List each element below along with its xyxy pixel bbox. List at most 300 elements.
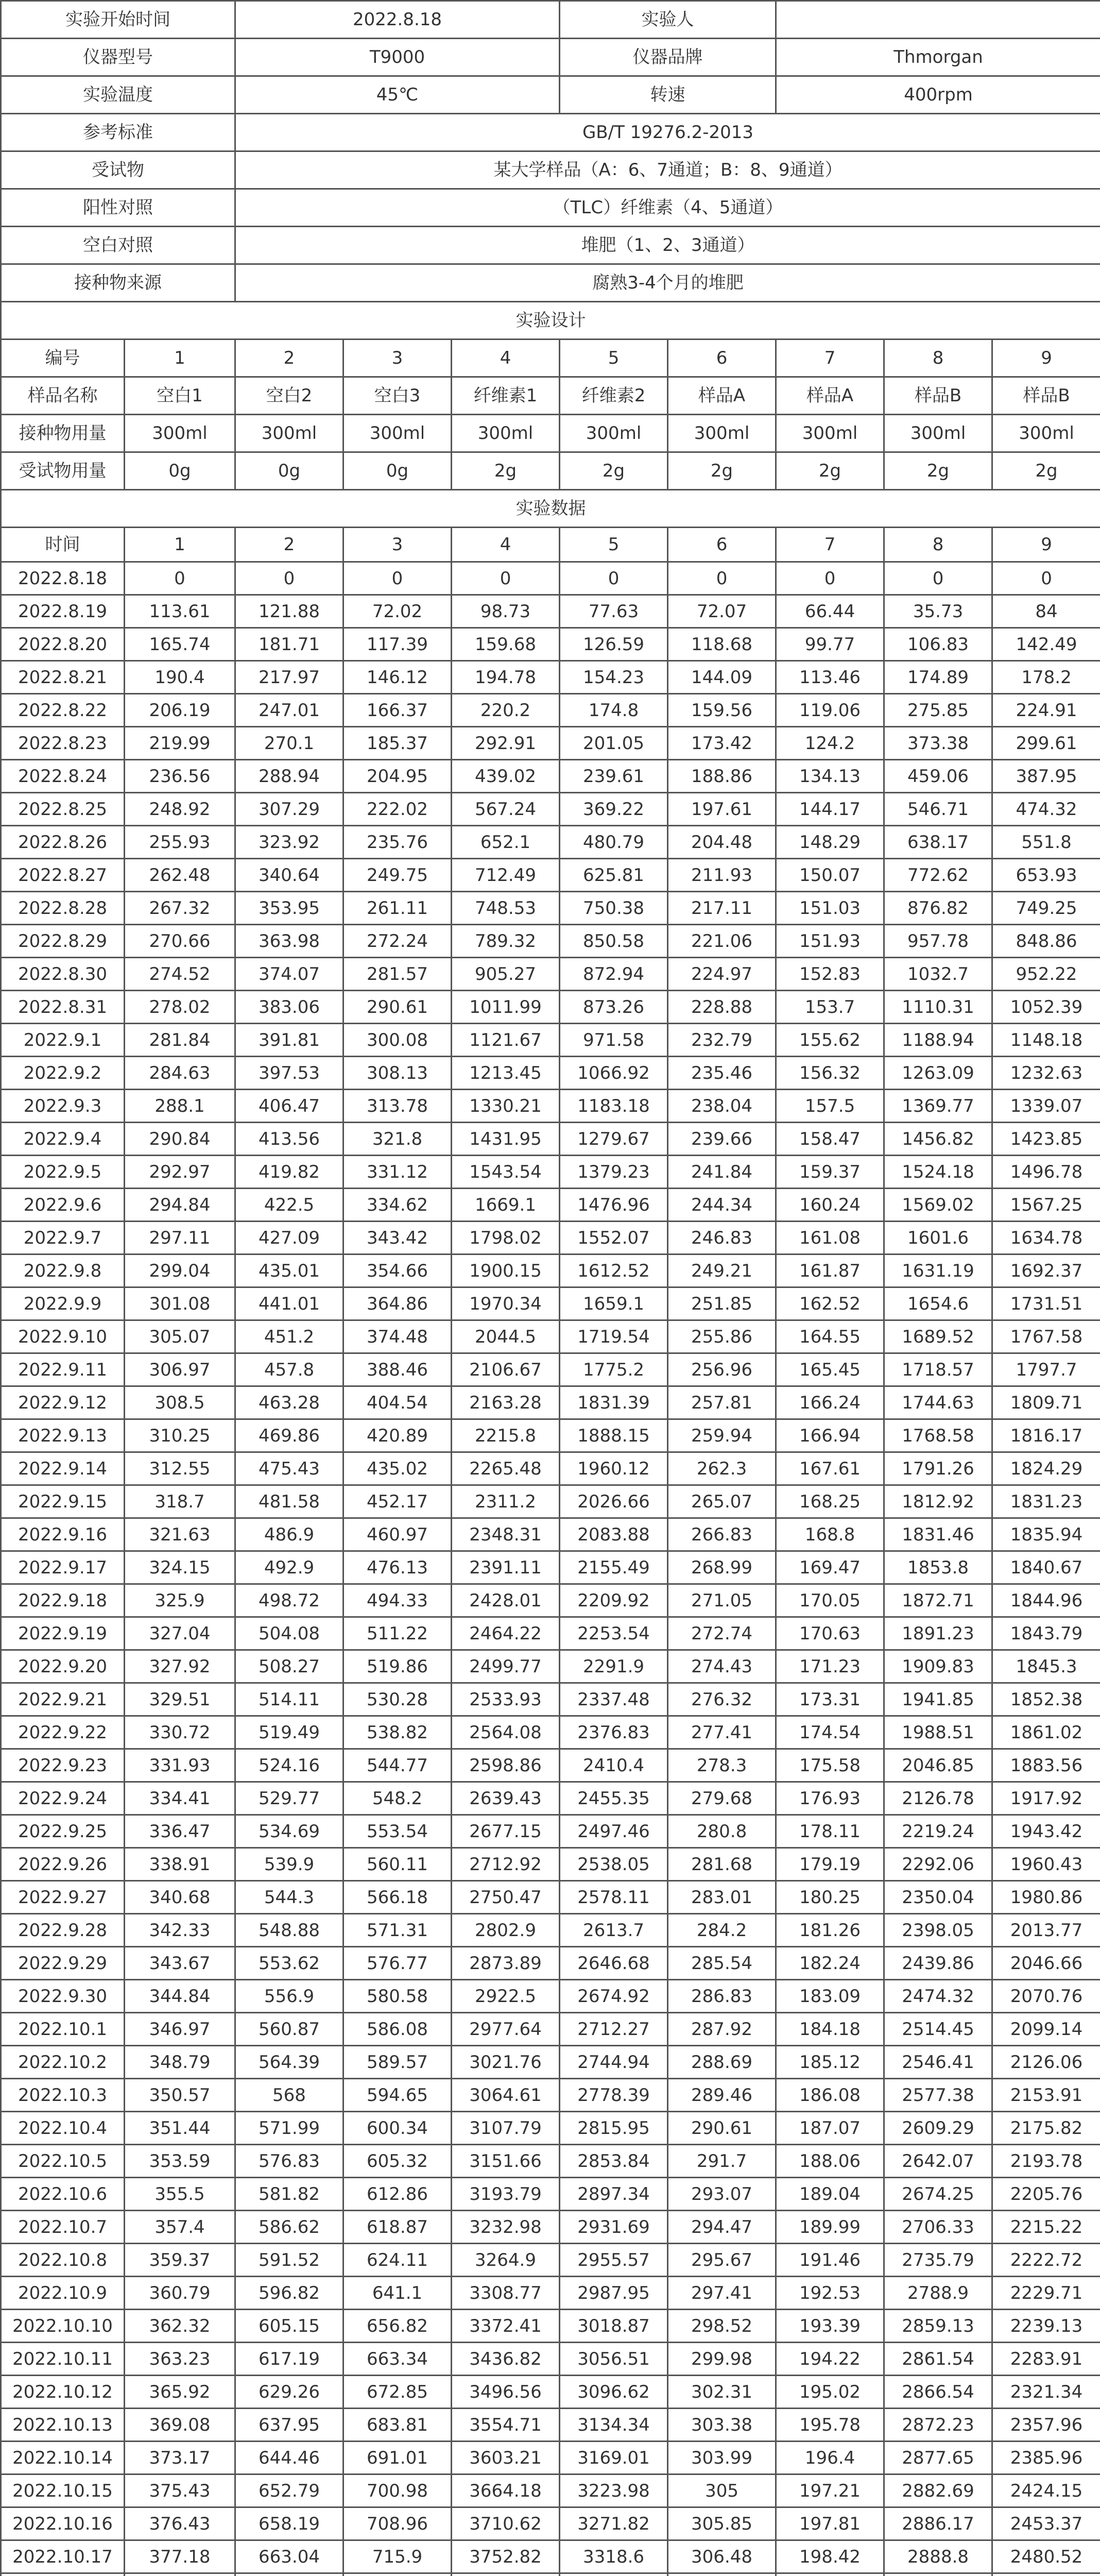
value-cell: 276.32 xyxy=(668,1683,776,1716)
value-cell: 318.7 xyxy=(125,1485,235,1518)
value-cell: 1032.7 xyxy=(884,958,992,991)
value-cell: 173.42 xyxy=(668,727,776,760)
table-row xyxy=(1,2475,1100,2507)
value-cell: 564.39 xyxy=(235,2046,343,2079)
value-cell: 494.33 xyxy=(343,1584,452,1617)
value-cell: 571.99 xyxy=(235,2112,343,2145)
inoculum-amount: 300ml xyxy=(125,415,235,452)
value-cell: 342.33 xyxy=(125,1914,235,1947)
inoculum-amount: 300ml xyxy=(668,415,776,452)
value-cell: 663.34 xyxy=(343,2343,452,2376)
date-cell: 2022.9.4 xyxy=(1,1123,125,1156)
value-cell: 1148.18 xyxy=(992,1024,1100,1057)
value-cell: 0 xyxy=(776,562,884,595)
value-cell: 323.92 xyxy=(235,826,343,859)
value-cell: 2609.29 xyxy=(884,2112,992,2145)
value-cell: 134.13 xyxy=(776,760,884,793)
value-cell xyxy=(776,2573,884,2576)
table-row xyxy=(1,1485,1100,1518)
info-label: 参考标准 xyxy=(1,114,235,151)
table-row xyxy=(1,1287,1100,1320)
info-label: 仪器型号 xyxy=(1,39,235,76)
value-cell: 113.61 xyxy=(125,595,235,628)
value-cell: 298.52 xyxy=(668,2310,776,2343)
value-cell: 1831.23 xyxy=(992,1485,1100,1518)
value-cell: 1669.1 xyxy=(452,1189,560,1222)
value-cell: 178.2 xyxy=(992,661,1100,694)
table-row xyxy=(1,1617,1100,1650)
value-cell: 873.26 xyxy=(560,991,668,1024)
value-cell: 194.22 xyxy=(776,2343,884,2376)
value-cell: 257.81 xyxy=(668,1386,776,1419)
channel-number: 4 xyxy=(452,340,560,377)
info-row xyxy=(1,189,1100,227)
value-cell: 284.63 xyxy=(125,1057,235,1090)
date-cell: 2022.9.20 xyxy=(1,1650,125,1683)
value-cell: 589.57 xyxy=(343,2046,452,2079)
table-row xyxy=(1,1584,1100,1617)
value-cell: 624.11 xyxy=(343,2244,452,2277)
value-cell: 3318.6 xyxy=(560,2540,668,2573)
value-cell: 576.83 xyxy=(235,2145,343,2178)
value-cell: 2866.54 xyxy=(884,2376,992,2409)
value-cell: 301.08 xyxy=(125,1287,235,1320)
value-cell: 2735.79 xyxy=(884,2244,992,2277)
info-label: 接种物来源 xyxy=(1,264,235,302)
value-cell: 3710.62 xyxy=(452,2507,560,2540)
table-row xyxy=(1,793,1100,826)
date-cell: 2022.9.13 xyxy=(1,1419,125,1452)
design-row xyxy=(1,340,1100,377)
value-cell: 2083.88 xyxy=(560,1518,668,1551)
value-cell: 197.21 xyxy=(776,2475,884,2507)
sample-name: 空白2 xyxy=(235,377,343,415)
table-row xyxy=(1,2277,1100,2310)
inoculum-amount: 300ml xyxy=(992,415,1100,452)
info-value xyxy=(776,1,1100,39)
value-cell: 204.95 xyxy=(343,760,452,793)
value-cell: 1369.77 xyxy=(884,1090,992,1123)
value-cell: 330.72 xyxy=(125,1716,235,1749)
value-cell: 235.76 xyxy=(343,826,452,859)
value-cell: 185.37 xyxy=(343,727,452,760)
column-header: 时间 xyxy=(1,528,125,562)
value-cell: 2598.86 xyxy=(452,1749,560,1782)
channel-number: 7 xyxy=(776,340,884,377)
value-cell: 492.9 xyxy=(235,1551,343,1584)
value-cell: 351.44 xyxy=(125,2112,235,2145)
value-cell: 596.82 xyxy=(235,2277,343,2310)
value-cell: 221.06 xyxy=(668,925,776,958)
date-cell: 2022.9.5 xyxy=(1,1156,125,1189)
value-cell: 306.48 xyxy=(668,2540,776,2573)
channel-number: 8 xyxy=(884,340,992,377)
value-cell: 334.41 xyxy=(125,1782,235,1815)
value-cell: 77.63 xyxy=(560,595,668,628)
value-cell: 285.54 xyxy=(668,1947,776,1980)
column-header: 6 xyxy=(668,528,776,562)
value-cell: 460.97 xyxy=(343,1518,452,1551)
value-cell: 374.07 xyxy=(235,958,343,991)
value-cell: 553.62 xyxy=(235,1947,343,1980)
table-row xyxy=(1,694,1100,727)
value-cell: 1263.09 xyxy=(884,1057,992,1090)
table-row xyxy=(1,1749,1100,1782)
value-cell: 789.32 xyxy=(452,925,560,958)
value-cell: 188.86 xyxy=(668,760,776,793)
value-cell: 99.77 xyxy=(776,628,884,661)
value-cell: 66.44 xyxy=(776,595,884,628)
value-cell: 299.04 xyxy=(125,1255,235,1287)
value-cell: 641.1 xyxy=(343,2277,452,2310)
value-cell: 354.66 xyxy=(343,1255,452,1287)
value-cell: 2376.83 xyxy=(560,1716,668,1749)
value-cell: 586.62 xyxy=(235,2211,343,2244)
value-cell: 346.97 xyxy=(125,2013,235,2046)
date-cell: 2022.9.15 xyxy=(1,1485,125,1518)
value-cell: 566.18 xyxy=(343,1881,452,1914)
value-cell: 1659.1 xyxy=(560,1287,668,1320)
value-cell: 586.08 xyxy=(343,2013,452,2046)
value-cell: 406.47 xyxy=(235,1090,343,1123)
table-row xyxy=(1,1024,1100,1057)
value-cell: 170.05 xyxy=(776,1584,884,1617)
value-cell: 2578.11 xyxy=(560,1881,668,1914)
value-cell: 600.34 xyxy=(343,2112,452,2145)
table-row xyxy=(1,1881,1100,1914)
value-cell: 712.49 xyxy=(452,859,560,892)
value-cell: 340.64 xyxy=(235,859,343,892)
value-cell: 292.91 xyxy=(452,727,560,760)
date-cell: 2022.10.16 xyxy=(1,2507,125,2540)
date-cell: 2022.9.16 xyxy=(1,1518,125,1551)
value-cell: 307.29 xyxy=(235,793,343,826)
value-cell: 126.59 xyxy=(560,628,668,661)
value-cell: 463.28 xyxy=(235,1386,343,1419)
value-cell: 350.57 xyxy=(125,2079,235,2112)
date-cell: 2022.9.30 xyxy=(1,1980,125,2013)
sample-amount: 0g xyxy=(343,452,452,490)
value-cell: 618.87 xyxy=(343,2211,452,2244)
value-cell: 363.98 xyxy=(235,925,343,958)
value-cell: 480.79 xyxy=(560,826,668,859)
value-cell: 169.47 xyxy=(776,1551,884,1584)
value-cell: 486.9 xyxy=(235,1518,343,1551)
value-cell: 195.78 xyxy=(776,2409,884,2442)
value-cell: 2099.14 xyxy=(992,2013,1100,2046)
column-header: 3 xyxy=(343,528,452,562)
value-cell: 2474.32 xyxy=(884,1980,992,2013)
value-cell: 121.88 xyxy=(235,595,343,628)
value-cell: 294.47 xyxy=(668,2211,776,2244)
design-row-label: 受试物用量 xyxy=(1,452,125,490)
date-cell: 2022.10.10 xyxy=(1,2310,125,2343)
value-cell: 166.37 xyxy=(343,694,452,727)
value-cell: 1431.95 xyxy=(452,1123,560,1156)
value-cell: 306.97 xyxy=(125,1353,235,1386)
table-row xyxy=(1,2376,1100,2409)
value-cell: 435.01 xyxy=(235,1255,343,1287)
sample-name: 空白3 xyxy=(343,377,452,415)
value-cell: 413.56 xyxy=(235,1123,343,1156)
value-cell xyxy=(884,2573,992,2576)
value-cell: 420.89 xyxy=(343,1419,452,1452)
table-row xyxy=(1,2079,1100,2112)
value-cell: 274.43 xyxy=(668,1650,776,1683)
date-cell: 2022.10.12 xyxy=(1,2376,125,2409)
date-cell: 2022.9.29 xyxy=(1,1947,125,1980)
value-cell: 638.17 xyxy=(884,826,992,859)
value-cell: 1692.37 xyxy=(992,1255,1100,1287)
date-cell: 2022.9.19 xyxy=(1,1617,125,1650)
value-cell: 98.73 xyxy=(452,595,560,628)
value-cell: 146.12 xyxy=(343,661,452,694)
value-cell: 336.47 xyxy=(125,1815,235,1848)
value-cell: 270.66 xyxy=(125,925,235,958)
value-cell: 194.78 xyxy=(452,661,560,694)
sample-name: 样品B xyxy=(992,377,1100,415)
value-cell: 222.02 xyxy=(343,793,452,826)
value-cell: 155.62 xyxy=(776,1024,884,1057)
value-cell: 173.31 xyxy=(776,1683,884,1716)
value-cell: 1791.26 xyxy=(884,1452,992,1485)
value-cell: 2577.38 xyxy=(884,2079,992,2112)
value-cell xyxy=(560,2573,668,2576)
value-cell: 481.58 xyxy=(235,1485,343,1518)
column-header: 5 xyxy=(560,528,668,562)
value-cell: 303.99 xyxy=(668,2442,776,2475)
value-cell: 1900.15 xyxy=(452,1255,560,1287)
value-cell: 35.73 xyxy=(884,595,992,628)
value-cell: 2439.86 xyxy=(884,1947,992,1980)
value-cell: 272.24 xyxy=(343,925,452,958)
table-row xyxy=(1,2046,1100,2079)
channel-number: 3 xyxy=(343,340,452,377)
value-cell: 1456.82 xyxy=(884,1123,992,1156)
info-value: 腐熟3-4个月的堆肥 xyxy=(235,264,1100,302)
value-cell: 174.89 xyxy=(884,661,992,694)
info-row xyxy=(1,151,1100,189)
value-cell: 2613.7 xyxy=(560,1914,668,1947)
value-cell: 383.06 xyxy=(235,991,343,1024)
date-cell: 2022.8.29 xyxy=(1,925,125,958)
value-cell: 184.18 xyxy=(776,2013,884,2046)
value-cell: 224.97 xyxy=(668,958,776,991)
value-cell: 2175.82 xyxy=(992,2112,1100,2145)
value-cell: 343.42 xyxy=(343,1222,452,1255)
value-cell: 1941.85 xyxy=(884,1683,992,1716)
value-cell: 291.7 xyxy=(668,2145,776,2178)
table-row xyxy=(1,2540,1100,2573)
value-cell: 553.54 xyxy=(343,1815,452,1848)
value-cell: 158.47 xyxy=(776,1123,884,1156)
table-row xyxy=(1,1123,1100,1156)
value-cell: 334.62 xyxy=(343,1189,452,1222)
sample-amount: 2g xyxy=(668,452,776,490)
value-cell: 2922.5 xyxy=(452,1980,560,2013)
channel-number: 6 xyxy=(668,340,776,377)
value-cell: 286.83 xyxy=(668,1980,776,2013)
value-cell: 84 xyxy=(992,595,1100,628)
value-cell: 2292.06 xyxy=(884,1848,992,1881)
value-cell: 302.31 xyxy=(668,2376,776,2409)
value-cell: 571.31 xyxy=(343,1914,452,1947)
value-cell: 591.52 xyxy=(235,2244,343,2277)
value-cell: 299.61 xyxy=(992,727,1100,760)
value-cell: 196.4 xyxy=(776,2442,884,2475)
sample-amount: 2g xyxy=(452,452,560,490)
value-cell: 548.88 xyxy=(235,1914,343,1947)
value-cell: 952.22 xyxy=(992,958,1100,991)
value-cell: 261.11 xyxy=(343,892,452,925)
value-cell: 2706.33 xyxy=(884,2211,992,2244)
table-row xyxy=(1,2507,1100,2540)
value-cell: 272.74 xyxy=(668,1617,776,1650)
value-cell: 2815.95 xyxy=(560,2112,668,2145)
table-row xyxy=(1,1980,1100,2013)
value-cell: 175.58 xyxy=(776,1749,884,1782)
table-row xyxy=(1,859,1100,892)
value-cell: 2642.07 xyxy=(884,2145,992,2178)
date-cell: 2022.9.27 xyxy=(1,1881,125,1914)
value-cell: 663.04 xyxy=(235,2540,343,2573)
value-cell: 905.27 xyxy=(452,958,560,991)
value-cell: 1960.43 xyxy=(992,1848,1100,1881)
info-label: 实验开始时间 xyxy=(1,1,235,39)
value-cell: 3169.01 xyxy=(560,2442,668,2475)
value-cell: 1183.18 xyxy=(560,1090,668,1123)
value-cell: 162.52 xyxy=(776,1287,884,1320)
value-cell: 290.84 xyxy=(125,1123,235,1156)
date-cell: 2022.9.17 xyxy=(1,1551,125,1584)
date-cell: 2022.9.26 xyxy=(1,1848,125,1881)
value-cell: 181.71 xyxy=(235,628,343,661)
table-row xyxy=(1,1386,1100,1419)
info-label: 阳性对照 xyxy=(1,189,235,227)
value-cell: 2674.25 xyxy=(884,2178,992,2211)
value-cell: 1843.79 xyxy=(992,1617,1100,1650)
value-cell: 154.23 xyxy=(560,661,668,694)
value-cell: 1232.63 xyxy=(992,1057,1100,1090)
data-header-row xyxy=(1,528,1100,562)
table-row xyxy=(1,1683,1100,1716)
inoculum-amount: 300ml xyxy=(560,415,668,452)
info-row xyxy=(1,1,1100,39)
table-row xyxy=(1,1815,1100,1848)
value-cell: 375.43 xyxy=(125,2475,235,2507)
table-row xyxy=(1,1914,1100,1947)
value-cell: 644.46 xyxy=(235,2442,343,2475)
info-value: （TLC）纤维素（4、5通道） xyxy=(235,189,1100,227)
value-cell: 1552.07 xyxy=(560,1222,668,1255)
value-cell: 265.07 xyxy=(668,1485,776,1518)
date-cell: 2022.8.30 xyxy=(1,958,125,991)
sample-name: 样品A xyxy=(668,377,776,415)
value-cell: 262.3 xyxy=(668,1452,776,1485)
value-cell: 1861.02 xyxy=(992,1716,1100,1749)
value-cell: 374.48 xyxy=(343,1320,452,1353)
value-cell: 2219.24 xyxy=(884,1815,992,1848)
table-row xyxy=(1,1716,1100,1749)
value-cell: 439.02 xyxy=(452,760,560,793)
value-cell: 388.46 xyxy=(343,1353,452,1386)
value-cell: 117.39 xyxy=(343,628,452,661)
value-cell: 2013.77 xyxy=(992,1914,1100,1947)
value-cell: 204.48 xyxy=(668,826,776,859)
value-cell: 652.1 xyxy=(452,826,560,859)
value-cell: 1719.54 xyxy=(560,1320,668,1353)
table-row xyxy=(1,1782,1100,1815)
info-label: 受试物 xyxy=(1,151,235,189)
value-cell: 672.85 xyxy=(343,2376,452,2409)
value-cell: 228.88 xyxy=(668,991,776,1024)
info-value: GB/T 19276.2-2013 xyxy=(235,114,1100,151)
sample-amount: 0g xyxy=(235,452,343,490)
value-cell: 190.4 xyxy=(125,661,235,694)
value-cell: 156.32 xyxy=(776,1057,884,1090)
value-cell: 2398.05 xyxy=(884,1914,992,1947)
value-cell: 373.17 xyxy=(125,2442,235,2475)
table-row xyxy=(1,925,1100,958)
value-cell: 170.63 xyxy=(776,1617,884,1650)
value-cell: 3496.56 xyxy=(452,2376,560,2409)
value-cell: 2546.41 xyxy=(884,2046,992,2079)
value-cell: 538.82 xyxy=(343,1716,452,1749)
value-cell: 224.91 xyxy=(992,694,1100,727)
column-header: 8 xyxy=(884,528,992,562)
value-cell: 369.22 xyxy=(560,793,668,826)
date-cell: 2022.9.14 xyxy=(1,1452,125,1485)
value-cell: 2802.9 xyxy=(452,1914,560,1947)
value-cell: 2253.54 xyxy=(560,1617,668,1650)
value-cell: 1188.94 xyxy=(884,1024,992,1057)
value-cell: 2044.5 xyxy=(452,1320,560,1353)
value-cell: 1775.2 xyxy=(560,1353,668,1386)
value-cell: 2424.15 xyxy=(992,2475,1100,2507)
value-cell: 292.97 xyxy=(125,1156,235,1189)
value-cell: 2026.66 xyxy=(560,1485,668,1518)
value-cell: 2480.52 xyxy=(992,2540,1100,2573)
table-row xyxy=(1,1518,1100,1551)
date-cell: 2022.9.12 xyxy=(1,1386,125,1419)
value-cell: 580.58 xyxy=(343,1980,452,2013)
value-cell: 2455.35 xyxy=(560,1782,668,1815)
date-cell: 2022.10.1 xyxy=(1,2013,125,2046)
value-cell: 2677.15 xyxy=(452,1815,560,1848)
value-cell: 297.11 xyxy=(125,1222,235,1255)
info-value: T9000 xyxy=(235,39,560,76)
value-cell: 2453.37 xyxy=(992,2507,1100,2540)
value-cell: 2209.92 xyxy=(560,1584,668,1617)
table-row xyxy=(1,2409,1100,2442)
value-cell: 1767.58 xyxy=(992,1320,1100,1353)
date-cell: 2022.9.22 xyxy=(1,1716,125,1749)
value-cell: 294.84 xyxy=(125,1189,235,1222)
value-cell: 331.93 xyxy=(125,1749,235,1782)
value-cell: 1330.21 xyxy=(452,1090,560,1123)
info-value: Thmorgan xyxy=(776,39,1100,76)
value-cell: 658.19 xyxy=(235,2507,343,2540)
value-cell: 313.78 xyxy=(343,1090,452,1123)
table-row xyxy=(1,1353,1100,1386)
value-cell: 178.11 xyxy=(776,1815,884,1848)
value-cell: 3064.61 xyxy=(452,2079,560,2112)
value-cell: 1423.85 xyxy=(992,1123,1100,1156)
value-cell: 159.56 xyxy=(668,694,776,727)
value-cell: 284.2 xyxy=(668,1914,776,1947)
value-cell: 281.84 xyxy=(125,1024,235,1057)
date-cell: 2022.8.31 xyxy=(1,991,125,1024)
